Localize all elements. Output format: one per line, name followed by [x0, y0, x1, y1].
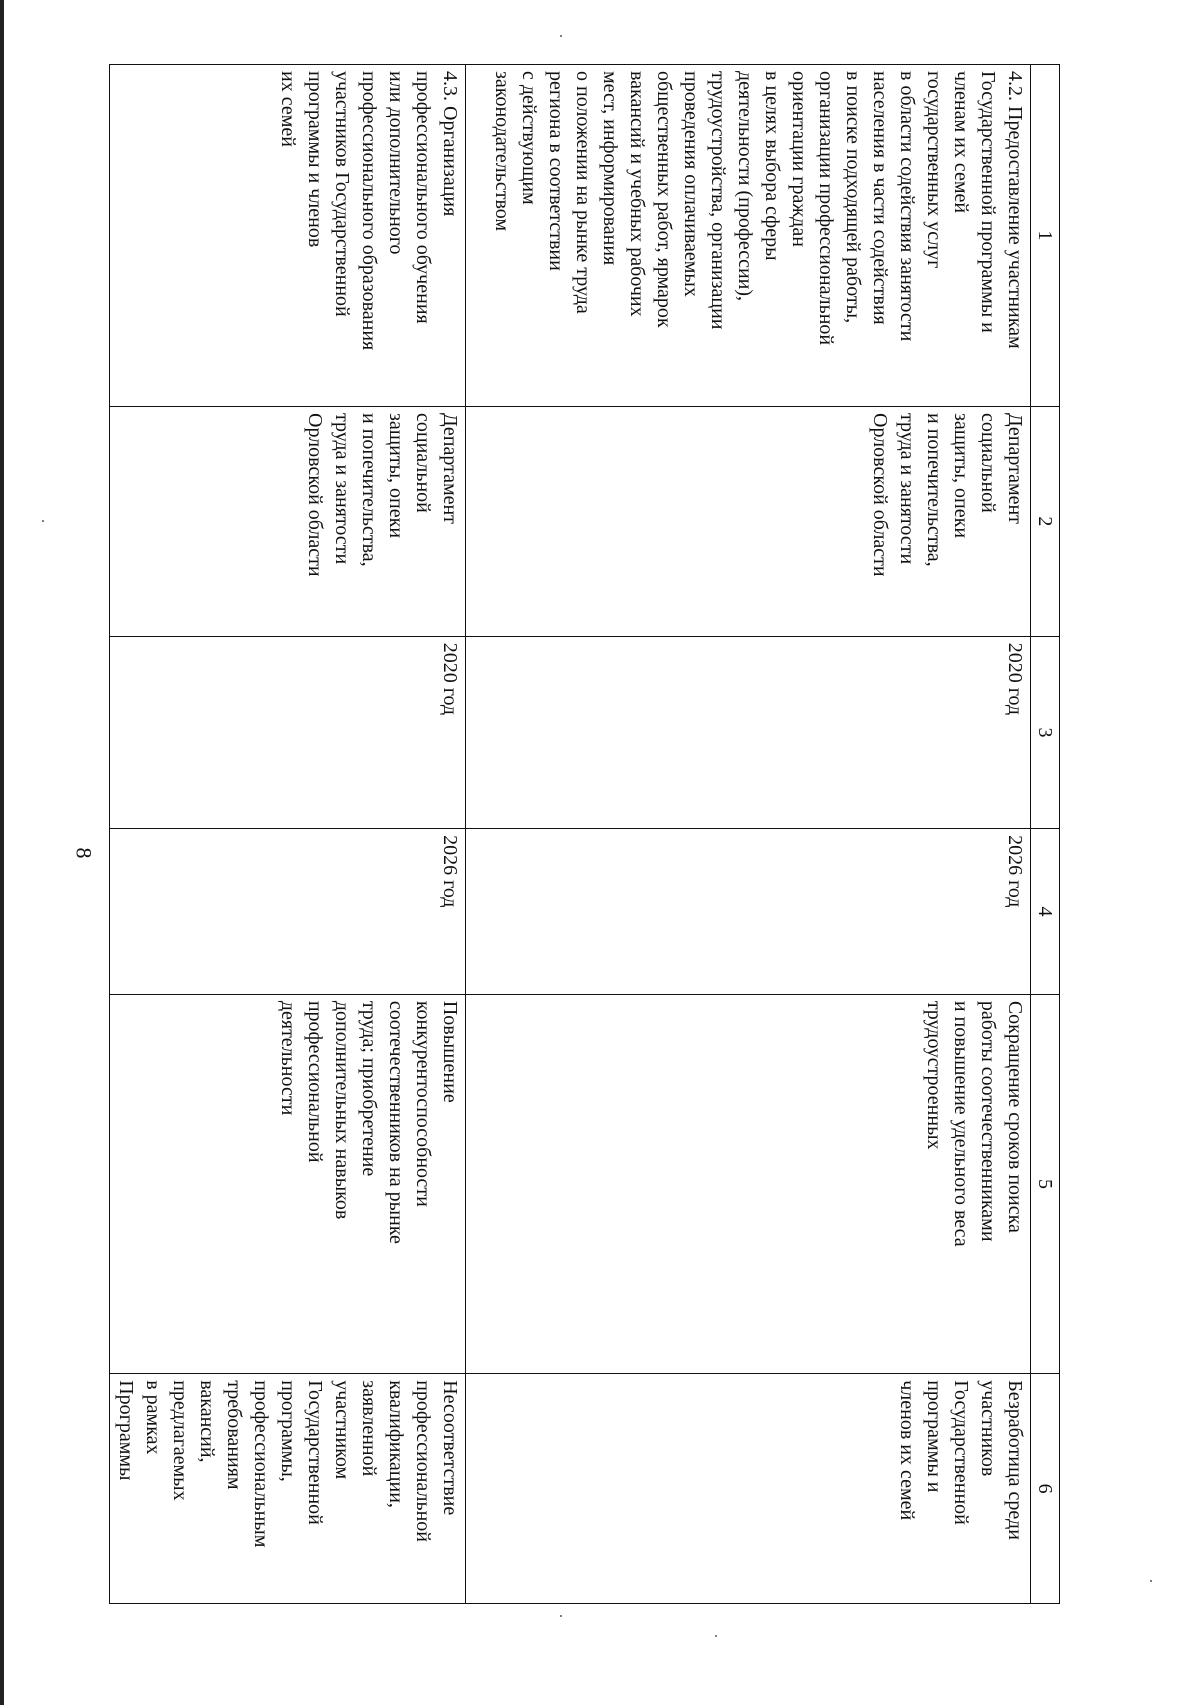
end-date-cell: 2026 год: [466, 829, 1031, 995]
measure-cell: 4.2. Предоставление участникам Государственной программы и членам их семей государственных услуг в области содействия занятости населения в части содействия в поиске подходящей работы, организации профессиональной ориентации граждан в целях выбора сферы деятельности (профессии), трудоустройства, организации проведения оплачиваемых общественных работ, ярмарок вакансий и учебных рабочих мест, информирования о положении на рынке труда региона в соответствии с действующим законодательством: [466, 65, 1031, 407]
risks-cell: Безработица среди участников Государственной программы и членов их семей: [466, 1374, 1031, 1604]
page-number: 8: [71, 847, 97, 859]
table-row: [466, 65, 1031, 1604]
column-header: 6: [1031, 1374, 1060, 1604]
responsible-cell: Департамент социальной защиты, опеки и попечительства, труда и занятости Орловской области: [110, 407, 466, 637]
column-header: 3: [1031, 636, 1060, 828]
start-date-cell: 2020 год: [110, 636, 466, 828]
table-row: [110, 65, 466, 1604]
risks-cell: Несоответствие профессиональной квалификации, заявленной участником Государственной программы, профессиональным требованиям вакансий, предлагаемых в рамках Программы: [110, 1374, 466, 1604]
measures-table: [109, 64, 1060, 1604]
measure-cell: 4.3. Организация профессионального обучения или дополнительного профессионального образования участников Государственной программы и членов их семей: [110, 65, 466, 407]
responsible-cell: Департамент социальной защиты, опеки и попечительства, труда и занятости Орловской области: [466, 407, 1031, 637]
scan-speck: [715, 1635, 717, 1637]
scan-speck: [560, 35, 562, 37]
column-header: 2: [1031, 407, 1060, 637]
scan-speck: [1150, 1580, 1152, 1582]
result-cell: Повышение конкурентоспособности соотечественников на рынке труда; приобретение дополнительных навыков профессиональной деятельности: [110, 994, 466, 1373]
column-header: 5: [1031, 994, 1060, 1373]
scan-speck: [42, 520, 44, 522]
column-header: 4: [1031, 829, 1060, 995]
start-date-cell: 2020 год: [466, 636, 1031, 828]
table-header-row: [1031, 65, 1060, 1604]
measures-table-container: [115, 64, 1060, 1604]
result-cell: Сокращение сроков поиска работы соотечественниками и повышение удельного веса трудоустроенных: [466, 994, 1031, 1373]
scan-edge: [0, 0, 4, 1705]
end-date-cell: 2026 год: [110, 829, 466, 995]
column-header: 1: [1031, 65, 1060, 407]
scan-speck: [560, 1615, 562, 1617]
